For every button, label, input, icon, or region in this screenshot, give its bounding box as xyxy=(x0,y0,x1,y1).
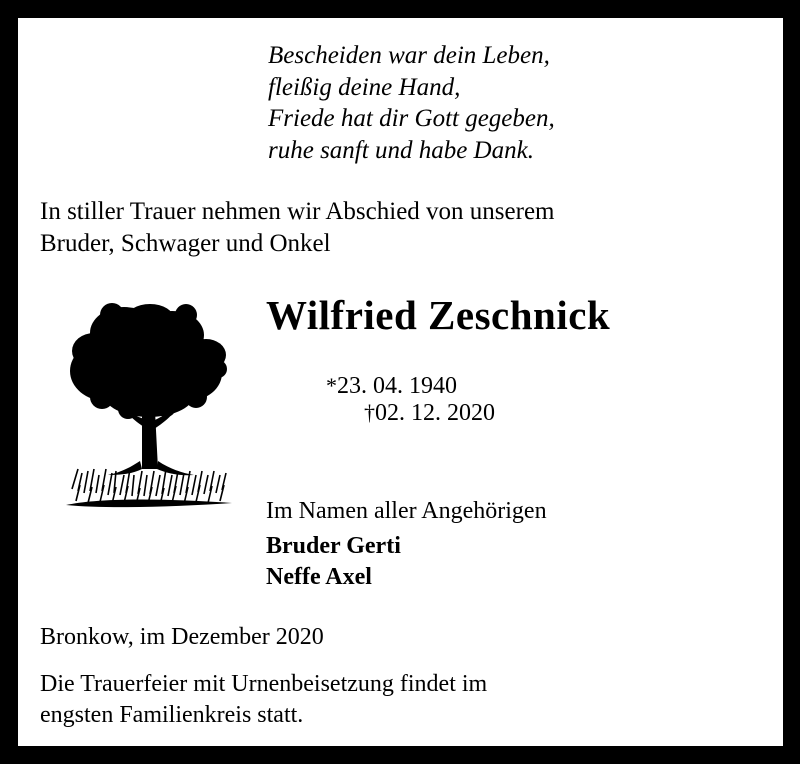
obituary-inner-panel xyxy=(18,18,783,746)
verse-line-4: ruhe sanft und habe Dank. xyxy=(268,136,534,164)
birth-symbol: * xyxy=(326,373,337,399)
verse-line-1: Bescheiden war dein Leben, xyxy=(268,42,550,69)
survivor-1: Bruder Gerti xyxy=(266,533,401,560)
memorial-verse xyxy=(18,18,783,166)
intro-text xyxy=(18,166,783,259)
death-date: 02. 12. 2020 xyxy=(375,400,495,427)
life-dates xyxy=(266,346,775,454)
spacer xyxy=(266,454,775,496)
survivors-list xyxy=(266,531,775,593)
tree-illustration-icon xyxy=(54,293,244,533)
closing-text xyxy=(18,669,783,731)
place-and-date: Bronkow, im Dezember 2020 xyxy=(40,623,324,650)
survivor-2: Neffe Axel xyxy=(266,564,372,591)
closing-line-2: engsten Familienkreis statt. xyxy=(40,701,304,728)
death-symbol: † xyxy=(364,400,375,426)
verse-line-2: fleißig deine Hand, xyxy=(268,73,461,101)
verse-line-3: Friede hat dir Gott gegeben, xyxy=(268,105,555,132)
main-section xyxy=(18,293,783,594)
intro-line-1: In stiller Trauer nehmen wir Abschied von unserem xyxy=(40,198,555,225)
closing-line-1: Die Trauerfeier mit Urnenbeisetzung findet im xyxy=(40,670,488,697)
behalf-text: Im Namen aller Angehörigen xyxy=(266,498,547,525)
intro-line-2: Bruder, Schwager und Onkel xyxy=(40,229,331,257)
deceased-name: Wilfried Zeschnick xyxy=(266,292,611,338)
birth-date: 23. 04. 1940 xyxy=(337,373,457,400)
